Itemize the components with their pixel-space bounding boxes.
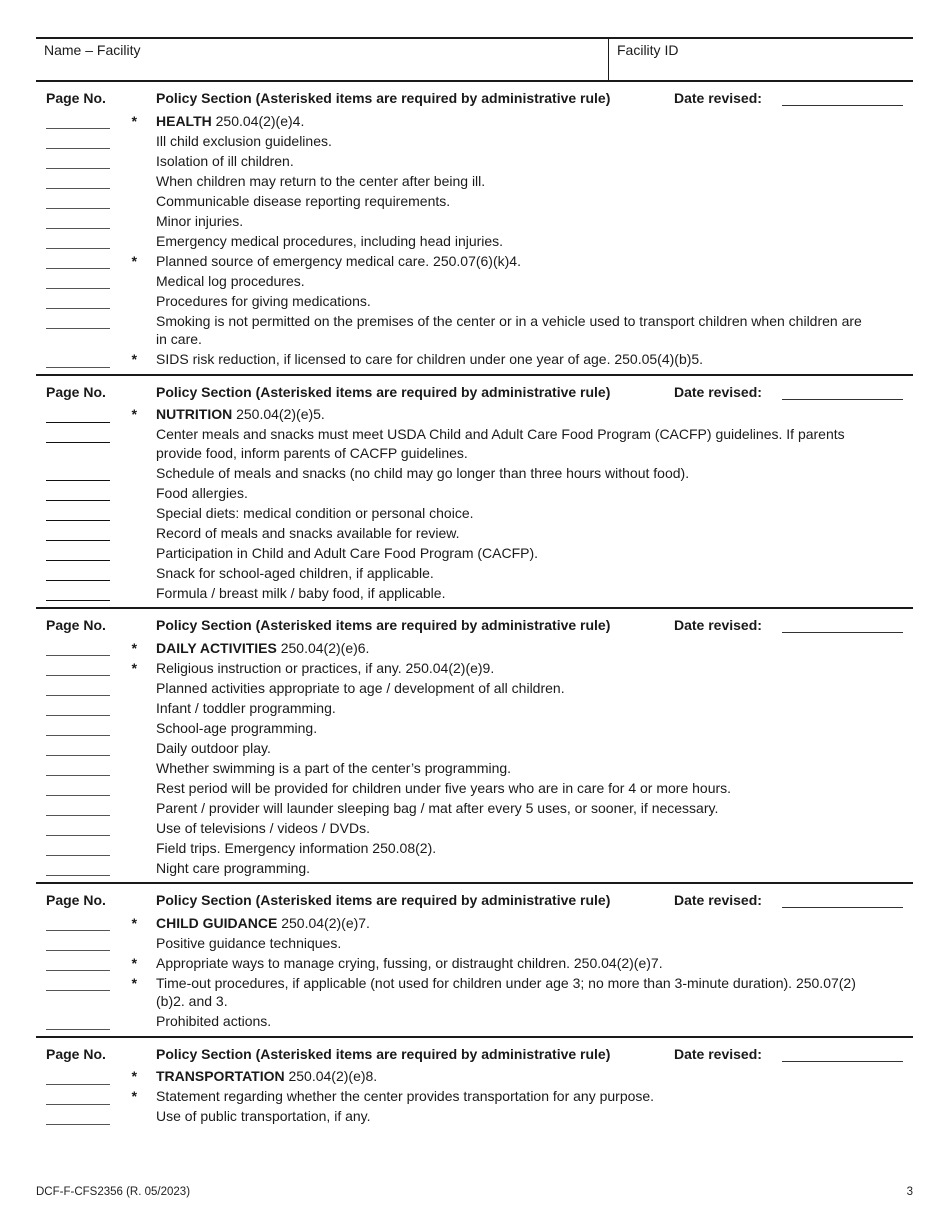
policy-item [36, 739, 913, 758]
page-no-blank[interactable] [46, 208, 110, 209]
policy-item-label: Use of televisions / videos / DVDs. [156, 819, 370, 836]
page-no-label: Page No. [46, 617, 106, 633]
policy-item [36, 934, 913, 953]
page-no-blank[interactable] [46, 930, 110, 931]
page-no-label: Page No. [46, 383, 106, 400]
policy-item [36, 679, 913, 698]
policy-item-text [156, 934, 876, 953]
policy-item [36, 974, 913, 1011]
policy-item-text [156, 679, 876, 698]
date-revised-label: Date revised: [674, 892, 762, 908]
policy-item [36, 564, 913, 583]
date-revised-field[interactable] [782, 384, 903, 400]
policy-item-label: Use of public transportation, if any. [156, 1108, 371, 1124]
page-no-blank[interactable] [46, 755, 110, 756]
page-no-cell [36, 192, 156, 211]
page-no-blank[interactable] [46, 268, 110, 269]
required-asterisk-icon: * [131, 954, 137, 971]
policy-item-text [156, 1087, 876, 1106]
policy-item-text [156, 405, 876, 424]
policy-item [36, 914, 913, 933]
page-no-blank[interactable] [46, 1124, 110, 1125]
policy-item [36, 954, 913, 973]
policy-item [36, 859, 913, 878]
policy-item-text [156, 659, 876, 678]
page-no-blank[interactable] [46, 500, 110, 501]
page-no-blank[interactable] [46, 442, 110, 443]
policy-item-label: Planned source of emergency medical care. 250.07(6)(k)4. [156, 252, 521, 269]
policy-item-text [156, 112, 876, 131]
policy-item [36, 779, 913, 798]
page-no-blank[interactable] [46, 775, 110, 776]
page-no-cell [36, 172, 156, 191]
page-no-cell [36, 699, 156, 718]
page-no-cell [36, 759, 156, 778]
date-revised-field[interactable] [782, 617, 903, 633]
page-no-blank[interactable] [46, 795, 110, 796]
page-no-blank[interactable] [46, 422, 110, 423]
policy-item-text [156, 954, 876, 973]
policy-item-label: Communicable disease reporting requirements. [156, 192, 451, 209]
page-no-blank[interactable] [46, 600, 110, 601]
policy-item-label: Rest period will be provided for children under five years who are in care for 4 or more hours. [156, 779, 732, 796]
policy-item-label: Procedures for giving medications. [156, 292, 371, 309]
page-no-blank[interactable] [46, 1029, 110, 1030]
policy-item [36, 252, 913, 271]
page-no-blank[interactable] [46, 560, 110, 561]
policy-item-label: Smoking is not permitted on the premises of the center or in a vehicle used to transport children when children are in care. [156, 312, 862, 347]
page-no-blank[interactable] [46, 288, 110, 289]
page-no-cell [36, 954, 156, 973]
page-no-blank[interactable] [46, 695, 110, 696]
policy-item-text [156, 212, 876, 231]
facility-name-field[interactable] [36, 39, 609, 80]
policy-item [36, 484, 913, 503]
policy-item-label: Positive guidance techniques. [156, 934, 342, 951]
page-no-cell [36, 464, 156, 483]
policy-item-text [156, 699, 876, 718]
page-no-blank[interactable] [46, 188, 110, 189]
policy-item [36, 699, 913, 718]
page-no-cell [36, 639, 156, 658]
policy-item-label: Center meals and snacks must meet USDA Child and Adult Care Food Program (CACFP) guidelines. If parents provide food, inform parents of CACFP guidelines. [156, 426, 845, 461]
policy-section-label: Policy Section (Asterisked items are required by administrative rule) [156, 90, 611, 106]
page-no-blank[interactable] [46, 970, 110, 971]
policy-item-label: Statement regarding whether the center provides transportation for any purpose. [156, 1088, 655, 1104]
policy-item-label: 250.04(2)(e)8. [284, 1068, 378, 1084]
policy-item [36, 584, 913, 603]
date-revised-label: Date revised: [674, 617, 762, 633]
policy-item [36, 405, 913, 424]
page-no-cell [36, 779, 156, 798]
page-footer [36, 1186, 913, 1198]
required-asterisk-icon: * [131, 112, 137, 129]
policy-item-text [156, 779, 876, 798]
policy-item-label: School-age programming. [156, 719, 318, 736]
page-no-blank[interactable] [46, 715, 110, 716]
policy-item-text [156, 504, 876, 523]
policy-item [36, 759, 913, 778]
section-title: DAILY ACTIVITIES [156, 639, 277, 656]
policy-item-text [156, 974, 876, 1011]
policy-item-label: 250.04(2)(e)4. [211, 112, 305, 129]
policy-item-label: Snack for school-aged children, if applicable. [156, 564, 434, 581]
policy-item-text [156, 484, 876, 503]
page-no-blank[interactable] [46, 675, 110, 676]
date-revised-field[interactable] [782, 892, 903, 908]
page-no-blank[interactable] [46, 855, 110, 856]
policy-item-label: Isolation of ill children. [156, 152, 294, 169]
policy-item [36, 232, 913, 251]
page-no-blank[interactable] [46, 735, 110, 736]
required-asterisk-icon: * [131, 914, 137, 931]
policy-item-text [156, 132, 876, 151]
page-no-blank[interactable] [46, 228, 110, 229]
policy-item-label: 250.04(2)(e)7. [277, 914, 370, 931]
page-no-cell [36, 252, 156, 271]
policy-item-text [156, 639, 876, 658]
policy-item-text [156, 192, 876, 211]
page-no-cell [36, 819, 156, 838]
policy-item-label: Parent / provider will launder sleeping bag / mat after every 5 uses, or sooner, if necessary. [156, 799, 719, 816]
page-no-cell [36, 524, 156, 543]
page-no-cell [36, 1067, 156, 1086]
policy-item-text [156, 544, 876, 563]
policy-item-text [156, 759, 876, 778]
policy-item [36, 639, 913, 658]
policy-section-label: Policy Section (Asterisked items are required by administrative rule) [156, 1045, 611, 1062]
page-no-label: Page No. [46, 892, 106, 908]
required-asterisk-icon: * [131, 252, 137, 269]
policy-item [36, 524, 913, 543]
policy-item [36, 1067, 913, 1086]
policy-section-label: Policy Section (Asterisked items are required by administrative rule) [156, 383, 611, 400]
page-no-cell [36, 1107, 156, 1126]
page-no-blank[interactable] [46, 480, 110, 481]
policy-item-text [156, 584, 876, 603]
policy-item [36, 292, 913, 311]
page-no-cell [36, 232, 156, 251]
page-no-cell [36, 679, 156, 698]
page-no-blank[interactable] [46, 1084, 110, 1085]
policy-item-text [156, 292, 876, 311]
date-revised-field[interactable] [782, 90, 903, 106]
policy-item-label: Religious instruction or practices, if any. 250.04(2)(e)9. [156, 659, 495, 676]
date-revised-label: Date revised: [674, 90, 762, 106]
policy-item-text [156, 152, 876, 171]
policy-item-text [156, 799, 876, 818]
policy-item [36, 544, 913, 563]
section-title: HEALTH [156, 112, 212, 129]
page-no-cell [36, 974, 156, 993]
policy-item-text [156, 819, 876, 838]
page-no-cell [36, 1012, 156, 1031]
page-no-blank[interactable] [46, 540, 110, 541]
required-asterisk-icon: * [131, 1088, 137, 1104]
policy-item [36, 312, 913, 349]
facility-name-label: Name – Facility [44, 42, 141, 58]
policy-item [36, 172, 913, 191]
policy-item-label: 250.04(2)(e)6. [276, 639, 370, 656]
policy-item [36, 1107, 913, 1126]
policy-item-label: Minor injuries. [156, 212, 244, 229]
required-asterisk-icon: * [131, 351, 137, 367]
page-no-cell [36, 1087, 156, 1106]
page-number: 3 [906, 1186, 913, 1198]
policy-item-label: SIDS risk reduction, if licensed to care for children under one year of age. 250.05(4)(b)5. [156, 351, 704, 367]
policy-item-label: Emergency medical procedures, including head injuries. [156, 232, 504, 249]
policy-item-label: Whether swimming is a part of the center’s programming. [156, 759, 512, 776]
page-no-cell [36, 839, 156, 858]
policy-item [36, 192, 913, 211]
section-transportation [36, 1038, 913, 1131]
policy-item-text [156, 232, 876, 251]
date-revised-field[interactable] [782, 1046, 903, 1062]
page-no-cell [36, 292, 156, 311]
policy-item [36, 819, 913, 838]
page-no-cell [36, 405, 156, 424]
policy-item-label: Record of meals and snacks available for review. [156, 524, 460, 541]
page-no-blank[interactable] [46, 520, 110, 521]
page-no-label: Page No. [46, 90, 106, 106]
page-no-cell [36, 350, 156, 369]
section-header [36, 384, 913, 404]
policy-item-label: Prohibited actions. [156, 1013, 272, 1029]
page-no-cell [36, 132, 156, 151]
policy-item-label: Schedule of meals and snacks (no child may go longer than three hours without food). [156, 464, 690, 481]
policy-item-text [156, 859, 876, 878]
page-no-cell [36, 719, 156, 738]
policy-item-text [156, 564, 876, 583]
policy-item-label: When children may return to the center after being ill. [156, 172, 486, 189]
policy-item-label: Field trips. Emergency information 250.08(2). [156, 839, 437, 856]
page-no-cell [36, 739, 156, 758]
page-no-cell [36, 152, 156, 171]
section-title: NUTRITION [156, 406, 233, 422]
policy-item-label: Daily outdoor play. [156, 739, 271, 756]
policy-item-label: Formula / breast milk / baby food, if applicable. [156, 584, 446, 601]
page-no-blank[interactable] [46, 148, 110, 149]
policy-item [36, 719, 913, 738]
date-revised-label: Date revised: [674, 1045, 762, 1062]
page-no-blank[interactable] [46, 835, 110, 836]
page-no-blank[interactable] [46, 815, 110, 816]
date-revised-label: Date revised: [674, 383, 762, 400]
policy-item [36, 425, 913, 462]
policy-item-text [156, 312, 876, 349]
section-header [36, 90, 913, 110]
page-no-cell [36, 564, 156, 583]
policy-item [36, 350, 913, 369]
policy-item-text [156, 272, 876, 291]
policy-item-text [156, 1067, 876, 1086]
page-no-cell [36, 504, 156, 523]
policy-item [36, 504, 913, 523]
page-no-cell [36, 914, 156, 933]
page-no-cell [36, 312, 156, 331]
facility-header [36, 37, 913, 82]
page-no-cell [36, 859, 156, 878]
page-no-blank[interactable] [46, 580, 110, 581]
page-no-blank[interactable] [46, 328, 110, 329]
policy-item-label: Planned activities appropriate to age / development of all children. [156, 679, 565, 696]
section-title: CHILD GUIDANCE [156, 914, 278, 931]
policy-item [36, 1012, 913, 1031]
policy-item-label: Food allergies. [156, 484, 248, 501]
policy-item-label: 250.04(2)(e)5. [232, 406, 325, 422]
policy-section-label: Policy Section (Asterisked items are required by administrative rule) [156, 892, 611, 908]
policy-item-label: Participation in Child and Adult Care Food Program (CACFP). [156, 544, 539, 561]
page-no-blank[interactable] [46, 875, 110, 876]
policy-item [36, 464, 913, 483]
page-no-blank[interactable] [46, 248, 110, 249]
policy-item-label: Medical log procedures. [156, 272, 305, 289]
policy-item [36, 112, 913, 131]
policy-item [36, 799, 913, 818]
policy-item-text [156, 464, 876, 483]
policy-item [36, 272, 913, 291]
policy-item-label: Appropriate ways to manage crying, fussing, or distraught children. 250.04(2)(e)7. [156, 954, 663, 971]
page-no-cell [36, 799, 156, 818]
section-header [36, 1046, 913, 1066]
section-title: TRANSPORTATION [156, 1068, 285, 1084]
policy-item-text [156, 425, 876, 462]
policy-item-text [156, 252, 876, 271]
section-child-guidance [36, 884, 913, 1038]
section-nutrition [36, 376, 913, 610]
page-no-blank[interactable] [46, 990, 110, 991]
policy-item [36, 132, 913, 151]
required-asterisk-icon: * [131, 974, 137, 991]
page-no-blank[interactable] [46, 128, 110, 129]
policy-item-text [156, 739, 876, 758]
page-no-blank[interactable] [46, 367, 110, 368]
page-no-blank[interactable] [46, 308, 110, 309]
policy-item-text [156, 172, 876, 191]
policy-item-label: Special diets: medical condition or personal choice. [156, 504, 474, 521]
page-no-cell [36, 112, 156, 131]
required-asterisk-icon: * [131, 659, 137, 676]
required-asterisk-icon: * [131, 1068, 137, 1084]
policy-item-label: Infant / toddler programming. [156, 699, 336, 716]
policy-item-label: Night care programming. [156, 859, 311, 876]
policy-item [36, 1087, 913, 1106]
policy-item-text [156, 839, 876, 858]
page-no-cell [36, 212, 156, 231]
page-no-cell [36, 659, 156, 678]
page-no-blank[interactable] [46, 168, 110, 169]
section-header [36, 892, 913, 912]
policy-item-label: Ill child exclusion guidelines. [156, 132, 332, 149]
required-asterisk-icon: * [131, 406, 137, 422]
page-no-label: Page No. [46, 1045, 106, 1062]
policy-item-text [156, 719, 876, 738]
facility-id-field[interactable] [609, 39, 913, 80]
section-health [36, 82, 913, 376]
page-no-blank[interactable] [46, 655, 110, 656]
policy-item-text [156, 914, 876, 933]
section-header [36, 617, 913, 637]
facility-id-label: Facility ID [617, 42, 679, 58]
policy-section-label: Policy Section (Asterisked items are required by administrative rule) [156, 617, 611, 633]
page-no-blank[interactable] [46, 950, 110, 951]
page-no-cell [36, 484, 156, 503]
form-id: DCF-F-CFS2356 (R. 05/2023) [36, 1186, 191, 1198]
policy-checklist-page [36, 37, 913, 1131]
policy-item-text [156, 1107, 876, 1126]
page-no-cell [36, 584, 156, 603]
policy-item [36, 152, 913, 171]
policy-item [36, 839, 913, 858]
page-no-cell [36, 544, 156, 563]
policy-item-text [156, 524, 876, 543]
policy-item [36, 212, 913, 231]
page-no-blank[interactable] [46, 1104, 110, 1105]
policy-item [36, 659, 913, 678]
policy-item-label: Time-out procedures, if applicable (not used for children under age 3; no more than 3-minute duration). 250.07(2)(b)2. and 3. [156, 974, 856, 1009]
section-daily-activities [36, 609, 913, 884]
policy-item-text [156, 1012, 876, 1031]
required-asterisk-icon: * [131, 639, 137, 656]
page-no-cell [36, 425, 156, 444]
policy-sections [36, 82, 913, 1131]
page-no-cell [36, 272, 156, 291]
page-no-cell [36, 934, 156, 953]
policy-item-text [156, 350, 876, 369]
